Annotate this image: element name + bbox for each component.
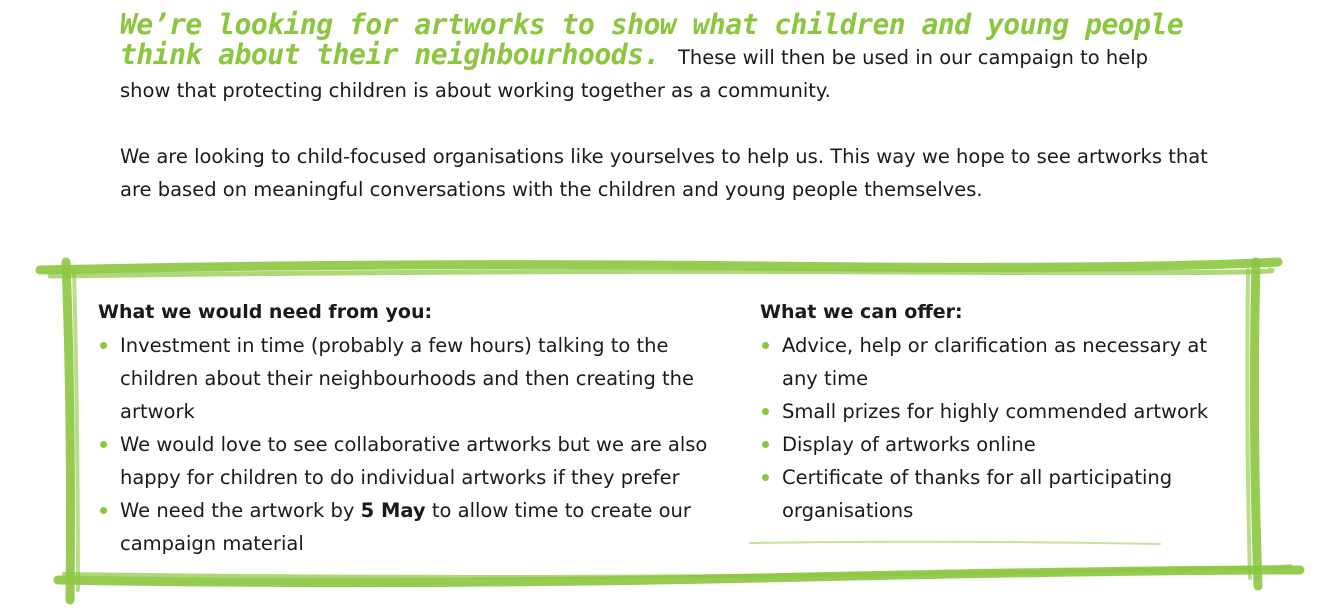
bullet-icon	[762, 342, 769, 349]
need-item-1	[98, 329, 728, 428]
bullet-icon	[762, 474, 769, 481]
need-item-text: We would love to see collaborative artworks but we are also happy for children to do individual artworks if they prefer	[120, 433, 708, 489]
offer-item-text: Display of artworks online	[782, 433, 1036, 456]
need-list	[98, 329, 728, 560]
bullet-icon	[100, 441, 107, 448]
offer-list	[760, 329, 1230, 527]
offer-item-4	[760, 461, 1230, 527]
need-item-3	[98, 494, 728, 560]
intro-text-a: These will then be used in our campaign to help	[678, 46, 1148, 69]
need-item-text-pre: We need the artwork by	[120, 499, 361, 522]
bullet-icon	[762, 441, 769, 448]
offer-item-text: Small prizes for highly commended artwork	[782, 400, 1209, 423]
offer-heading: What we can offer:	[760, 301, 963, 323]
headline-line-1: We’re looking for artworks to show what children and young people	[120, 8, 1184, 41]
bullet-icon	[762, 408, 769, 415]
offer-item-3	[760, 428, 1230, 461]
intro-paragraph-2: We are looking to child-focused organisations like yourselves to help us. This way we hope to see artworks that are based on meaningful conversations with the children and young people themselves.	[120, 145, 1208, 201]
offer-item-2	[760, 395, 1230, 428]
need-item-2	[98, 428, 728, 494]
intro-text-b: show that protecting children is about working together as a community.	[120, 79, 831, 102]
need-column	[98, 296, 728, 560]
bullet-icon	[100, 507, 107, 514]
offer-column	[760, 296, 1230, 527]
offer-item-text: Advice, help or clarification as necessary at any time	[782, 334, 1207, 390]
deadline-date: 5 May	[360, 499, 426, 522]
need-item-text-post: to allow time to create our campaign material	[120, 499, 691, 555]
intro-section	[120, 10, 1230, 206]
bullet-icon	[100, 342, 107, 349]
intro-paragraph-1	[120, 10, 1230, 107]
offer-item-text: Certificate of thanks for all participating organisations	[782, 466, 1173, 522]
offer-item-1	[760, 329, 1230, 395]
headline-line-2: think about their neighbourhoods.	[120, 38, 660, 71]
need-heading: What we would need from you:	[98, 301, 433, 323]
need-item-text: Investment in time (probably a few hours) talking to the children about their neighbourhoods and then creating the artwork	[120, 334, 695, 423]
